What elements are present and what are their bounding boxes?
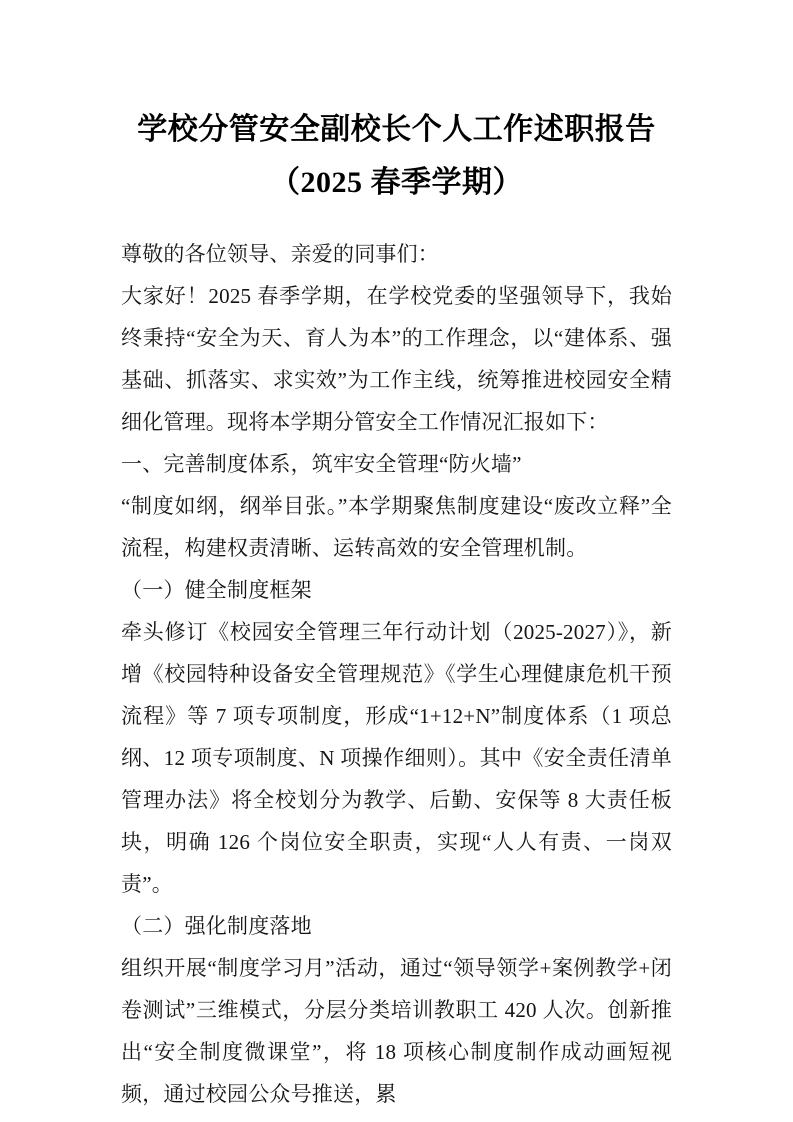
salutation-paragraph: 尊敬的各位领导、亲爱的同事们：: [121, 242, 439, 266]
section-1-paragraph: “制度如纲，纲举目张。”本学期聚焦制度建设“废改立释”全流程，构建权责清晰、运转高效的安全管理机制。: [121, 494, 672, 560]
document-title-line-2: （2025 春季学期）: [270, 166, 523, 199]
document-title-line-1: 学校分管安全副校长个人工作述职报告: [137, 113, 656, 146]
document-body: [121, 233, 672, 1115]
subsection-1-1-paragraph: 牵头修订《校园安全管理三年行动计划（2025-2027）》，新增《校园特种设备安全管理规范》《学生心理健康危机干预流程》等 7 项专项制度，形成“1+12+N”制度体系（1 项总纲、12 项专项制度、N 项操作细则）。其中《安全责任清单管理办法》将全校划分为教学、后勤、安保等 8 大责任板块，明确 126 个岗位安全职责，实现“人人有责、一岗双责”。: [121, 620, 672, 896]
subsection-1-2-paragraph: 组织开展“制度学习月”活动，通过“领导领学+案例教学+闭卷测试”三维模式，分层分类培训教职工 420 人次。创新推出“安全制度微课堂”，将 18 项核心制度制作成动画短视频，通过校园公众号推送，累: [121, 956, 672, 1106]
subsection-1-1-heading: （一）健全制度框架: [121, 578, 312, 602]
section-1-heading: 一、完善制度体系，筑牢安全管理“防火墙”: [121, 452, 522, 476]
document-title: [121, 103, 672, 209]
intro-paragraph: 大家好！2025 春季学期，在学校党委的坚强领导下，我始终秉持“安全为天、育人为本”的工作理念，以“建体系、强基础、抓落实、求实效”为工作主线，统筹推进校园安全精细化管理。现将本学期分管安全工作情况汇报如下：: [121, 284, 672, 434]
subsection-1-2-heading: （二）强化制度落地: [121, 914, 312, 938]
